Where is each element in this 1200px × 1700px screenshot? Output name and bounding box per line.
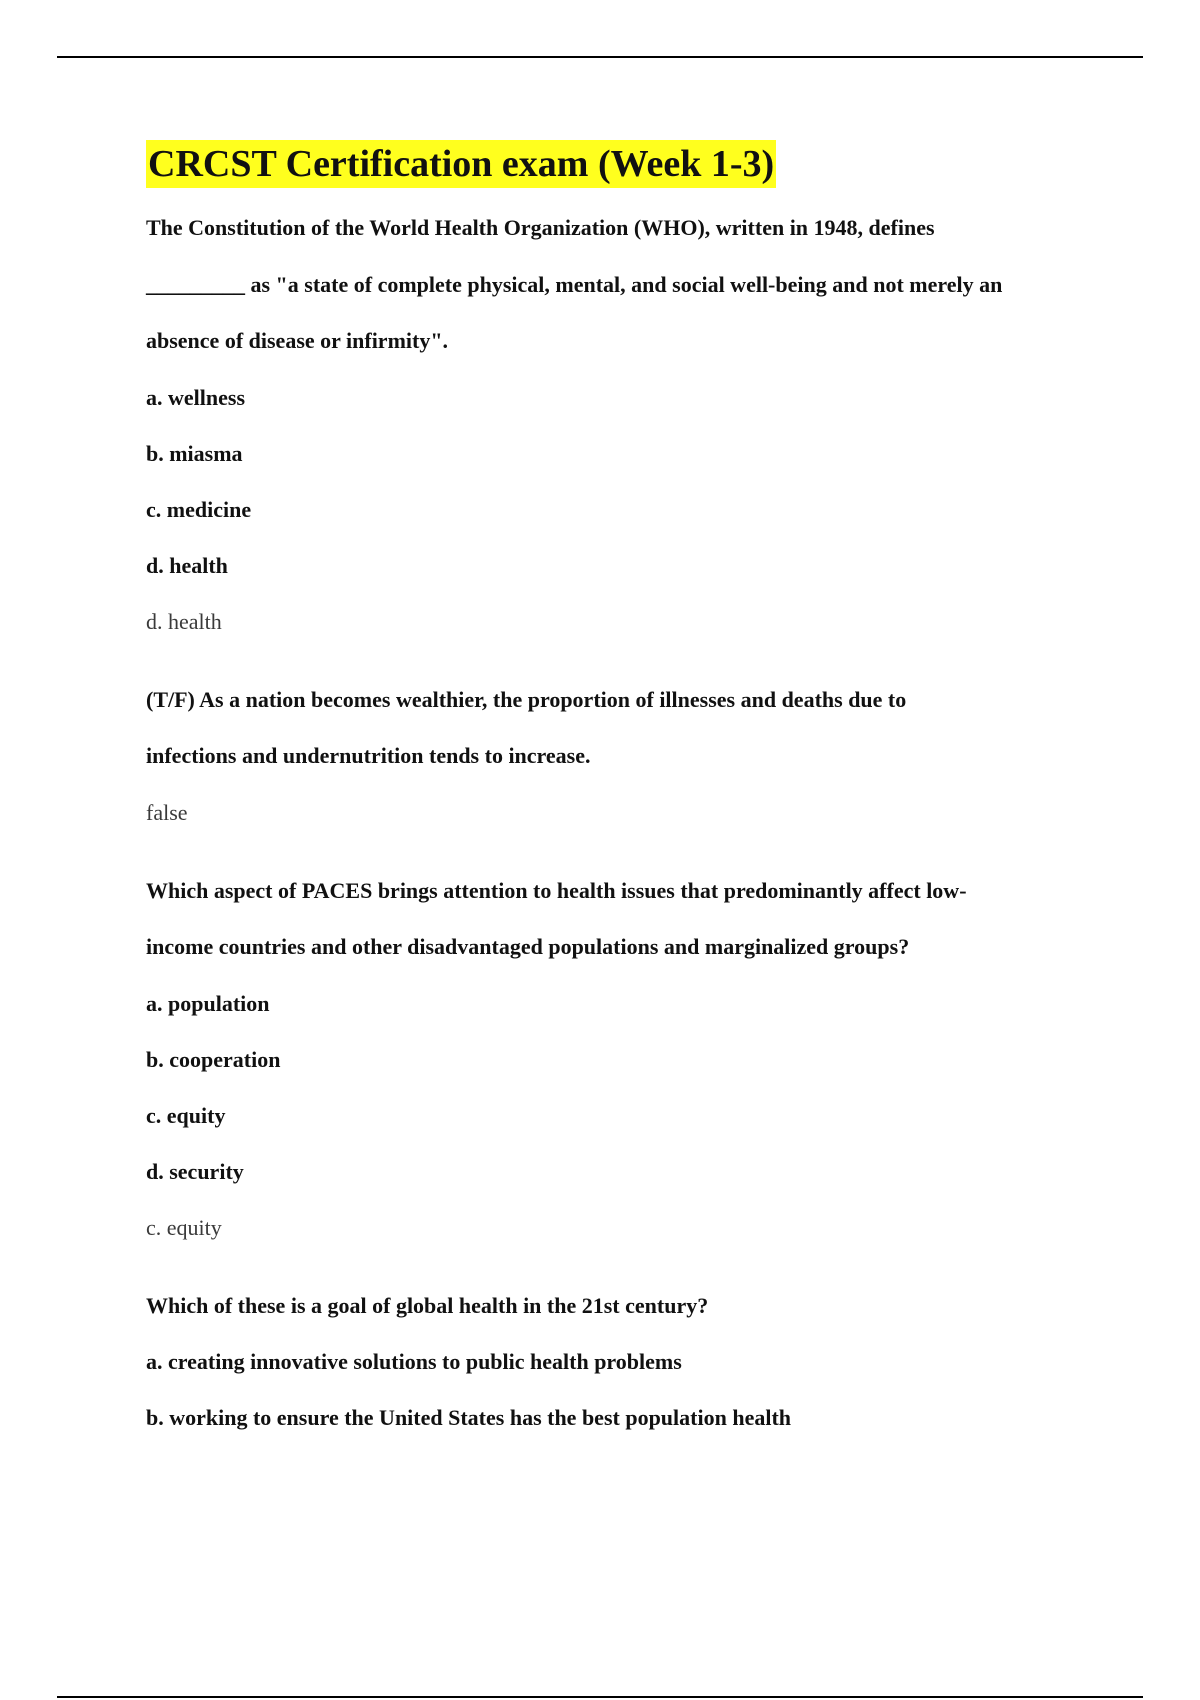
- document-body: [146, 140, 1106, 1460]
- question-line: absence of disease or infirmity".: [146, 328, 449, 353]
- option-b: b. working to ensure the United States has the best population health: [146, 1405, 792, 1430]
- bottom-rule: [57, 1696, 1143, 1698]
- answer-1: d. health: [146, 608, 222, 634]
- question-line: Which aspect of PACES brings attention to health issues that predominantly affect low-: [146, 877, 967, 903]
- option-d: d. health: [146, 552, 228, 578]
- question-line: infections and undernutrition tends to increase.: [146, 743, 591, 768]
- answer-3: c. equity: [146, 1214, 222, 1240]
- question-line: Which of these is a goal of global health in the 21st century?: [146, 1292, 709, 1318]
- option-a: a. wellness: [146, 384, 245, 410]
- question-3: [146, 863, 1106, 976]
- option-c: c. equity: [146, 1102, 226, 1128]
- question-line: The Constitution of the World Health Organization (WHO), written in 1948, defines: [146, 215, 935, 240]
- question-1: [146, 200, 1106, 370]
- option-b: b. cooperation: [146, 1046, 281, 1072]
- option-a: a. creating innovative solutions to public health problems: [146, 1349, 682, 1374]
- option-a: a. population: [146, 990, 270, 1016]
- top-rule: [57, 56, 1143, 58]
- question-line: _________ as "a state of complete physical, mental, and social well-being and not merely an: [146, 271, 1003, 297]
- question-4: [146, 1278, 1106, 1335]
- question-line: income countries and other disadvantaged populations and marginalized groups?: [146, 934, 910, 959]
- question-line: (T/F) As a nation becomes wealthier, the proportion of illnesses and deaths due to: [146, 686, 907, 712]
- question-2: [146, 672, 1106, 785]
- option-c: c. medicine: [146, 496, 252, 522]
- answer-2: false: [146, 799, 188, 825]
- page-title: CRCST Certification exam (Week 1-3): [146, 140, 776, 188]
- option-b: b. miasma: [146, 440, 243, 466]
- option-d: d. security: [146, 1158, 244, 1184]
